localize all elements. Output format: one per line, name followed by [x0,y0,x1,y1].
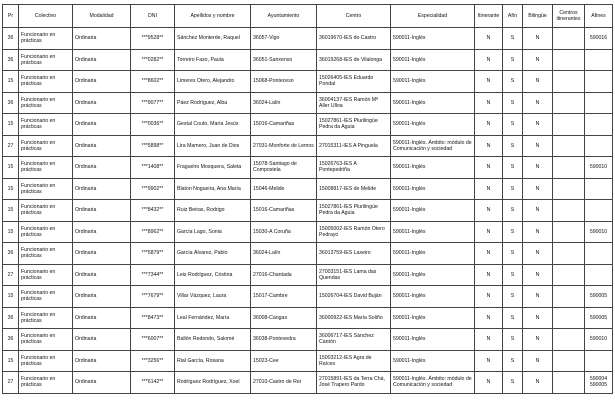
cell-bilingue: N [523,114,553,136]
cell-modalidad: Ordinaria [73,71,131,93]
cell-pr: 15 [3,157,19,179]
header-itinerante: Itinerante [475,5,503,28]
table-row [3,243,613,265]
cell-centro: 15026704-IES David Buján [317,286,391,308]
cell-centro: 15026763-IES A Pontepedriña [317,157,391,179]
cell-bilingue: N [523,329,553,351]
cell-afin: S [503,71,523,93]
cell-dni: ***9902** [131,178,175,200]
cell-especialidad: 590011-Inglés [391,71,475,93]
cell-centros-itinerantes [553,178,585,200]
cell-centro: 15026405-IES Eduardo Pondal [317,71,391,93]
header-dni: DNI [131,5,175,28]
cell-colectivo: Funcionario en prácticas [19,350,73,372]
cell-nombre: Villar Vázquez, Laura [175,286,251,308]
cell-modalidad: Ordinaria [73,114,131,136]
cell-bilingue: N [523,49,553,71]
cell-itinerante: N [475,286,503,308]
cell-itinerante: N [475,135,503,157]
cell-pr: 15 [3,221,19,243]
cell-bilingue: N [523,307,553,329]
cell-centros-itinerantes [553,221,585,243]
cell-especialidad: 590011-Inglés [391,157,475,179]
cell-itinerante: N [475,221,503,243]
cell-centro: 36019670-IES do Castro [317,28,391,50]
header-nombre: Apellidos y nombre [175,5,251,28]
cell-nombre: Gestal Couto, María Jesús [175,114,251,136]
cell-ayuntamiento: 15046-Melide [251,178,317,200]
cell-bilingue: N [523,28,553,50]
cell-pr: 15 [3,71,19,93]
cell-ayuntamiento: 36008-Cangas [251,307,317,329]
cell-itinerante: N [475,49,503,71]
cell-afin: S [503,200,523,222]
cell-especialidad: 590011-Inglés [391,350,475,372]
cell-especialidad: 590011-Inglés [391,329,475,351]
cell-ayuntamiento: 15016-Camariñas [251,114,317,136]
cell-dni: ***5898** [131,135,175,157]
cell-itinerante: N [475,114,503,136]
cell-centros-itinerantes [553,114,585,136]
cell-ayuntamiento: 27016-Chantada [251,264,317,286]
cell-ayuntamiento: 36051-Sanxenxo [251,49,317,71]
cell-itinerante: N [475,372,503,394]
cell-bilingue: N [523,157,553,179]
cell-bilingue: N [523,264,553,286]
cell-especialidad: 590011-Inglés [391,307,475,329]
cell-ayuntamiento: 15016-Camariñas [251,200,317,222]
cell-nombre: Leal Fernández, María [175,307,251,329]
cell-modalidad: Ordinaria [73,49,131,71]
cell-ayuntamiento: 15017-Cambre [251,286,317,308]
cell-pr: 15 [3,200,19,222]
cell-colectivo: Funcionario en prácticas [19,307,73,329]
cell-bilingue: N [523,221,553,243]
cell-colectivo: Funcionario en prácticas [19,264,73,286]
table-row [3,286,613,308]
cell-modalidad: Ordinaria [73,264,131,286]
cell-afines [585,200,613,222]
table-header-row [3,5,613,28]
cell-itinerante: N [475,350,503,372]
cell-afines [585,92,613,114]
cell-afines [585,178,613,200]
cell-dni: ***6142** [131,372,175,394]
cell-afin: S [503,350,523,372]
cell-ayuntamiento: 15078-Santiago de Compostela [251,157,317,179]
cell-dni: ***8473** [131,307,175,329]
cell-afin: S [503,221,523,243]
cell-itinerante: N [475,28,503,50]
cell-bilingue: N [523,92,553,114]
assignments-table [2,4,613,394]
cell-colectivo: Funcionario en prácticas [19,329,73,351]
cell-nombre: García Álvarez, Pablo [175,243,251,265]
cell-colectivo: Funcionario en prácticas [19,49,73,71]
cell-pr: 27 [3,264,19,286]
cell-centro: 27003151-IES Lama das Quendas [317,264,391,286]
cell-nombre: Lira Mamero, Juan de Dios [175,135,251,157]
cell-ayuntamiento: 36057-Vigo [251,28,317,50]
cell-pr: 36 [3,49,19,71]
cell-ayuntamiento: 27031-Monforte de Lemos [251,135,317,157]
cell-afin: S [503,49,523,71]
cell-colectivo: Funcionario en prácticas [19,71,73,93]
cell-bilingue: N [523,350,553,372]
cell-centros-itinerantes [553,92,585,114]
cell-bilingue: N [523,200,553,222]
cell-afin: S [503,243,523,265]
cell-nombre: Limeres Otero, Alejandro [175,71,251,93]
header-afin: Afín [503,5,523,28]
cell-ayuntamiento: 15068-Ponteceso [251,71,317,93]
cell-pr: 15 [3,350,19,372]
cell-centros-itinerantes [553,307,585,329]
cell-afin: S [503,329,523,351]
cell-afin: S [503,372,523,394]
cell-especialidad: 590011-Inglés [391,221,475,243]
cell-afin: S [503,157,523,179]
table-row [3,28,613,50]
cell-modalidad: Ordinaria [73,243,131,265]
cell-bilingue: N [523,178,553,200]
cell-afin: S [503,114,523,136]
cell-centros-itinerantes [553,49,585,71]
cell-pr: 36 [3,329,19,351]
cell-itinerante: N [475,200,503,222]
cell-modalidad: Ordinaria [73,157,131,179]
cell-especialidad: 590011-Inglés [391,286,475,308]
cell-dni: ***7344** [131,264,175,286]
cell-ayuntamiento: 27010-Castro de Rei [251,372,317,394]
cell-centro: 15027861-IES Plurilingüe Pedra da Aguia [317,200,391,222]
cell-afines [585,350,613,372]
cell-modalidad: Ordinaria [73,200,131,222]
table-row [3,329,613,351]
cell-ayuntamiento: 36024-Lalín [251,243,317,265]
cell-afin: S [503,28,523,50]
cell-pr: 27 [3,135,19,157]
cell-centro: 15005002-IES Ramón Otero Pedrayo [317,221,391,243]
cell-itinerante: N [475,178,503,200]
cell-colectivo: Funcionario en prácticas [19,114,73,136]
cell-especialidad: 590011-Inglés [391,178,475,200]
cell-afines [585,264,613,286]
cell-centro: 15027861-IES Plurilingüe Pedra da Aguia [317,114,391,136]
cell-bilingue: N [523,286,553,308]
cell-afin: S [503,264,523,286]
cell-colectivo: Funcionario en prácticas [19,243,73,265]
table-row [3,178,613,200]
cell-dni: ***0036** [131,114,175,136]
table-row [3,350,613,372]
cell-colectivo: Funcionario en prácticas [19,200,73,222]
cell-centro: 36019268-IES de Vilalonga [317,49,391,71]
header-centro: Centro [317,5,391,28]
cell-colectivo: Funcionario en prácticas [19,286,73,308]
cell-colectivo: Funcionario en prácticas [19,135,73,157]
cell-nombre: Rial García, Rosana [175,350,251,372]
cell-especialidad: 590011-Inglés. Ámbito: módulo de Comunicación y sociedad [391,372,475,394]
table-row [3,71,613,93]
cell-nombre: Torreiro Fazo, Paula [175,49,251,71]
cell-bilingue: N [523,372,553,394]
table-row [3,135,613,157]
cell-centros-itinerantes [553,28,585,50]
cell-itinerante: N [475,71,503,93]
cell-afines: 590010 [585,157,613,179]
cell-especialidad: 590011-Inglés [391,200,475,222]
cell-centro: 36006717-IES Sánchez Cantón [317,329,391,351]
cell-afines [585,49,613,71]
cell-afines: 590010 [585,329,613,351]
cell-pr: 36 [3,92,19,114]
cell-bilingue: N [523,135,553,157]
cell-ayuntamiento: 15023-Cee [251,350,317,372]
cell-afines: 590010 [585,221,613,243]
cell-dni: ***7679** [131,286,175,308]
cell-pr: 36 [3,307,19,329]
cell-afin: S [503,135,523,157]
cell-dni: ***6007** [131,329,175,351]
cell-afin: S [503,92,523,114]
header-afines: Afines [585,5,613,28]
cell-especialidad: 590011-Inglés. Ámbito: módulo de Comunicación y sociedad [391,135,475,157]
cell-dni: ***8962** [131,221,175,243]
cell-itinerante: N [475,243,503,265]
cell-afines: 590004 590005 [585,372,613,394]
cell-pr: 15 [3,286,19,308]
cell-pr: 15 [3,178,19,200]
cell-colectivo: Funcionario en prácticas [19,92,73,114]
cell-nombre: Leis Rodríguez, Cristina [175,264,251,286]
cell-modalidad: Ordinaria [73,372,131,394]
cell-nombre: García Lago, Sonia [175,221,251,243]
cell-pr: 27 [3,372,19,394]
cell-ayuntamiento: 36024-Lalín [251,92,317,114]
cell-itinerante: N [475,307,503,329]
table-row [3,157,613,179]
cell-colectivo: Funcionario en prácticas [19,372,73,394]
cell-centro: 27015311-IES A Pinguela [317,135,391,157]
cell-dni: ***0282** [131,49,175,71]
cell-pr: 15 [3,114,19,136]
cell-nombre: Páez Rodríguez, Alba [175,92,251,114]
cell-nombre: Ruiz Beiras, Rodrigo [175,200,251,222]
cell-modalidad: Ordinaria [73,28,131,50]
cell-modalidad: Ordinaria [73,307,131,329]
cell-itinerante: N [475,157,503,179]
cell-afines: 590005 [585,286,613,308]
cell-centros-itinerantes [553,200,585,222]
cell-dni: ***5879** [131,243,175,265]
cell-dni: ***8602** [131,71,175,93]
cell-afines [585,243,613,265]
header-centros-itinerantes: Centros itinerantes [553,5,585,28]
cell-modalidad: Ordinaria [73,350,131,372]
header-modalidad: Modalidad [73,5,131,28]
header-colectivo: Colectivo [19,5,73,28]
cell-itinerante: N [475,92,503,114]
cell-dni: ***9077** [131,92,175,114]
cell-afines [585,135,613,157]
cell-centros-itinerantes [553,135,585,157]
cell-centros-itinerantes [553,350,585,372]
cell-nombre: Blaton Nogueira, Ana María [175,178,251,200]
cell-especialidad: 590011-Inglés [391,114,475,136]
cell-modalidad: Ordinaria [73,329,131,351]
cell-modalidad: Ordinaria [73,221,131,243]
table-row [3,307,613,329]
cell-afines [585,114,613,136]
cell-bilingue: N [523,71,553,93]
cell-afines: 590016 [585,28,613,50]
cell-especialidad: 590011-Inglés [391,92,475,114]
cell-colectivo: Funcionario en prácticas [19,178,73,200]
cell-centros-itinerantes [553,264,585,286]
table-row [3,264,613,286]
cell-centros-itinerantes [553,243,585,265]
cell-especialidad: 590011-Inglés [391,49,475,71]
cell-ayuntamiento: 15030-A Coruña [251,221,317,243]
table-row [3,92,613,114]
cell-modalidad: Ordinaria [73,135,131,157]
cell-dni: ***1408** [131,157,175,179]
cell-especialidad: 590011-Inglés [391,243,475,265]
cell-pr: 36 [3,28,19,50]
cell-centro: 36000922-IES María Soliño [317,307,391,329]
cell-colectivo: Funcionario en prácticas [19,221,73,243]
cell-nombre: Sánchez Monterde, Raquel [175,28,251,50]
cell-ayuntamiento: 36038-Pontevedra [251,329,317,351]
cell-nombre: Fraguelro Mosquera, Saleta [175,157,251,179]
cell-dni: ***8432** [131,200,175,222]
cell-centro: 36004137-IES Ramón Mª Aller Ulloa [317,92,391,114]
table-row [3,49,613,71]
cell-nombre: Rodríguez Rodríguez, Xoel [175,372,251,394]
cell-bilingue: N [523,243,553,265]
cell-afin: S [503,178,523,200]
cell-afines [585,71,613,93]
cell-itinerante: N [475,264,503,286]
header-pr: Pr [3,5,19,28]
header-ayuntamiento: Ayuntamiento [251,5,317,28]
cell-centro: 15008817-IES de Melide [317,178,391,200]
cell-dni: ***9528** [131,28,175,50]
header-bilingue: Bilingüe [523,5,553,28]
cell-afines: 590005 [585,307,613,329]
cell-colectivo: Funcionario en prácticas [19,28,73,50]
cell-nombre: Ballón Redondo, Salomé [175,329,251,351]
cell-centro: 27015891-IES da Terra Chá, José Trapero Pardo [317,372,391,394]
cell-modalidad: Ordinaria [73,286,131,308]
cell-centros-itinerantes [553,372,585,394]
cell-pr: 36 [3,243,19,265]
cell-especialidad: 590011-Inglés [391,28,475,50]
table-row [3,221,613,243]
cell-centros-itinerantes [553,157,585,179]
cell-colectivo: Funcionario en prácticas [19,157,73,179]
cell-dni: ***3256** [131,350,175,372]
cell-modalidad: Ordinaria [73,178,131,200]
cell-centros-itinerantes [553,286,585,308]
table-row [3,372,613,394]
cell-centros-itinerantes [553,71,585,93]
cell-centro: 36013759-IES Laxeiro [317,243,391,265]
table-row [3,114,613,136]
cell-itinerante: N [475,329,503,351]
cell-modalidad: Ordinaria [73,92,131,114]
table-row [3,200,613,222]
cell-centros-itinerantes [553,329,585,351]
cell-afin: S [503,307,523,329]
cell-centro: 15003212-IES Agra de Raíces [317,350,391,372]
cell-afin: S [503,286,523,308]
cell-especialidad: 590011-Inglés [391,264,475,286]
header-especialidad: Especialidad [391,5,475,28]
